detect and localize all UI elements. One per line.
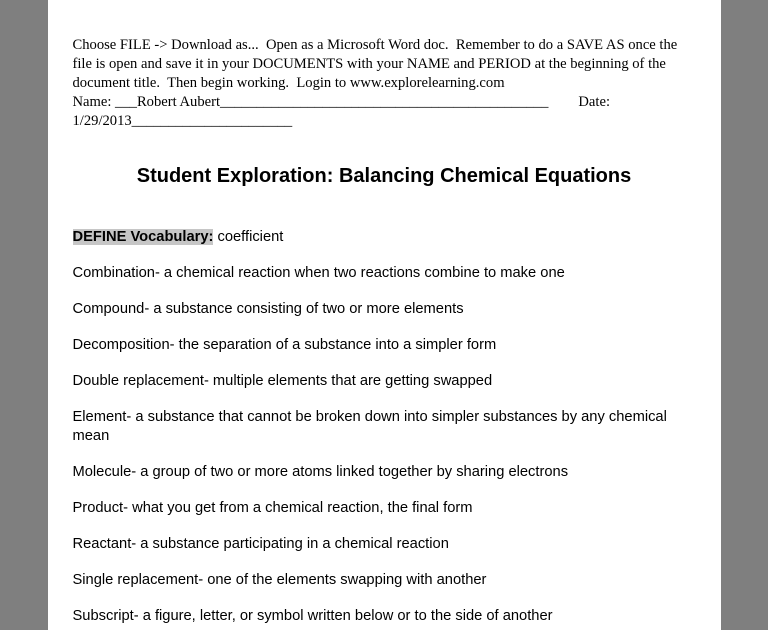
define-value: coefficient [213,229,284,245]
vocab-item-double-replacement: Double replacement- multiple elements that are getting swapped [72,373,493,389]
date-value: 1/29/2013______________________ [72,113,293,129]
vocab-item-single-replacement: Single replacement- one of the elements swapping with another [72,572,487,588]
vocab-item-element: Element- a substance that cannot be broken down into simpler substances by any chemical mean [72,409,667,444]
date-label: Date: [578,94,610,110]
name-line: Name: ___Robert Aubert_____________________________________________ [72,94,549,110]
vocab-item-reactant: Reactant- a substance participating in a chemical reaction [72,536,449,552]
header-paragraph [73,36,696,131]
vocab-item-molecule: Molecule- a group of two or more atoms linked together by sharing electrons [72,464,569,480]
vocab-item-compound: Compound- a substance consisting of two or more elements [72,301,464,317]
vocab-item-subscript: Subscript- a figure, letter, or symbol written below or to the side of another [72,608,553,624]
define-vocabulary-line [73,228,696,247]
document-page [48,0,721,630]
vocab-item-decomposition: Decomposition- the separation of a substance into a simpler form [72,337,497,353]
define-label: DEFINE Vocabulary: [72,229,214,245]
instructions-text: Choose FILE -> Download as... Open as a Microsoft Word doc. Remember to do a SAVE AS once the file is open and save it in your DOCUMENTS with your NAME and PERIOD at the beginning of the document title. Then begin working. Login to www.explorelearning.com [72,37,678,91]
vocab-item-product: Product- what you get from a chemical reaction, the final form [72,500,473,516]
page-title: Student Exploration: Balancing Chemical Equations [136,165,632,187]
vocab-item-combination: Combination- a chemical reaction when two reactions combine to make one [72,265,565,281]
